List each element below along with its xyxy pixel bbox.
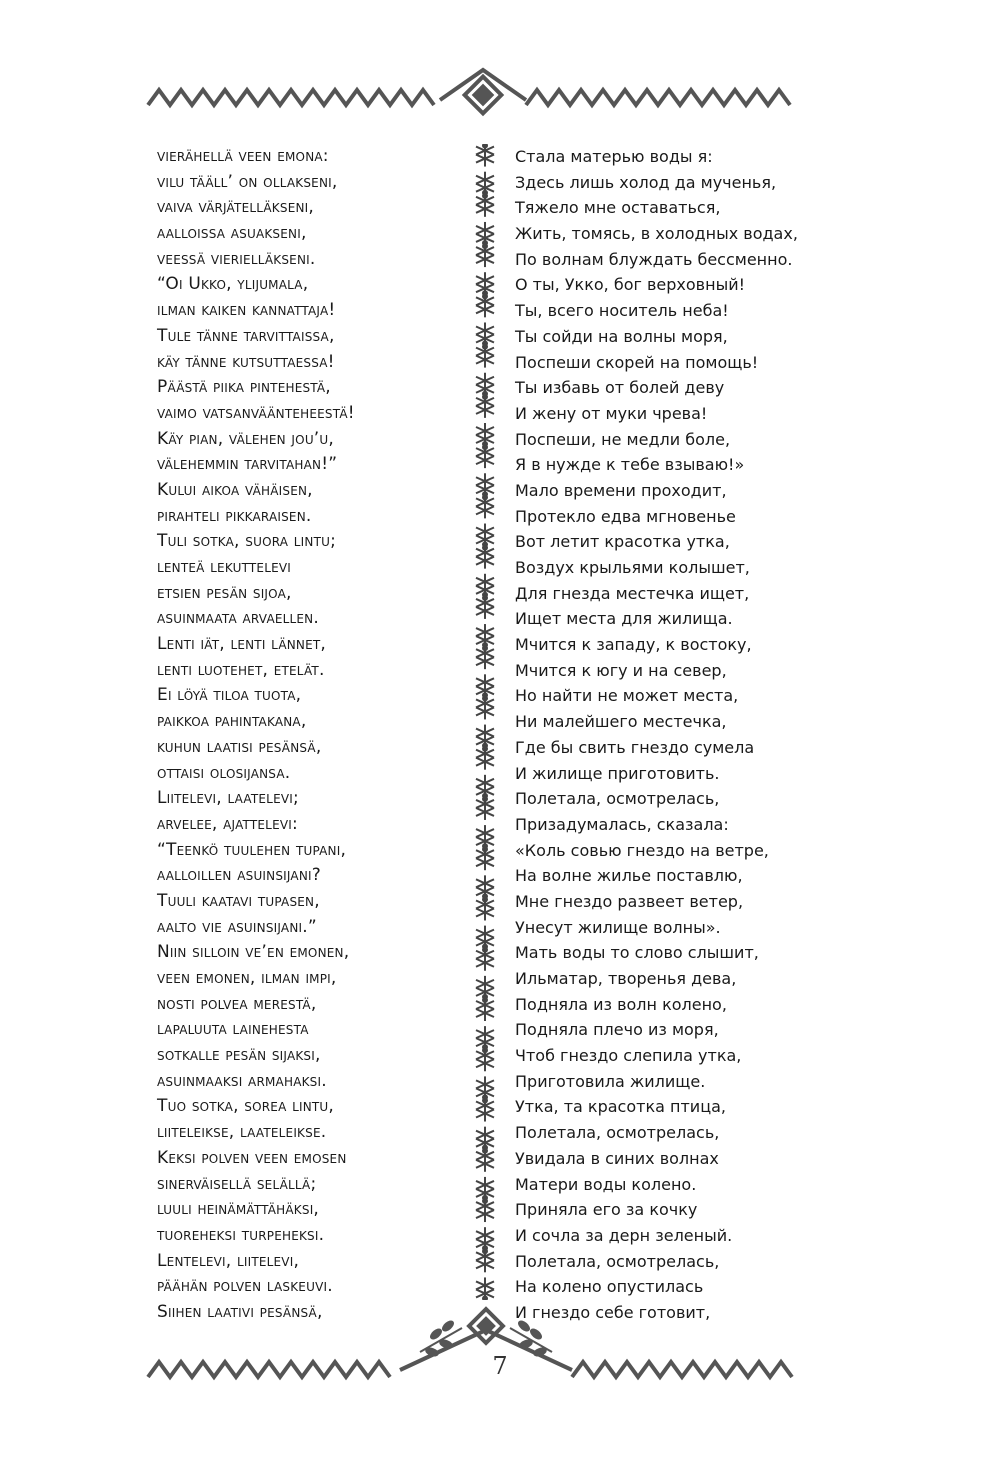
sprig-icon [476,624,494,647]
russian-verse-line: И гнездо себе готовит, [515,1302,711,1322]
finnish-verse-line: “Teenkö tuulehen tupani, [157,839,347,860]
sprig-icon [476,646,494,669]
finnish-verse-line: asuinmaaksi armahaksi. [157,1070,327,1091]
sprig-icon [476,976,494,999]
sprig-icon [476,1177,494,1200]
russian-verse-line: По волнам блуждать бессменно. [515,249,793,269]
russian-verse-line: Мать воды то слово слышит, [515,943,759,963]
sprig-icon [476,294,494,317]
finnish-verse-line: Niin silloin ve’en emonen, [157,942,350,963]
russian-verse-line: Воздух крыльями колышет, [515,558,750,577]
russian-verse-line: Ты избавь от болей деву [515,378,725,398]
finnish-verse-line: päähän polven laskeuvi. [157,1276,333,1297]
sprig-icon [476,395,494,418]
russian-verse-line: На колено опустилась [515,1277,704,1297]
sprig-icon [476,473,494,496]
finnish-verse-line: Käy pian, välehen jou’u, [157,428,334,449]
russian-verse-line: Полетала, осмотрелась, [515,789,720,809]
finnish-verse-line: paikkoa pahintakana, [157,711,307,732]
russian-verse-line: Мне гнездо развеет ветер, [515,891,744,911]
finnish-verse-line: etsien pesän sijoa, [157,582,292,603]
russian-verse-line: Приготовила жилище. [515,1071,706,1091]
russian-verse-line: И жену от муки чрева! [515,403,708,423]
sprig-icon [476,574,494,597]
sprig-icon [476,272,494,295]
russian-verse-line: Чтоб гнездо слепила утка, [515,1046,742,1066]
finnish-verse-line: Siihen laativi pesänsä, [157,1301,323,1322]
finnish-verse-line: aalloissa asuakseni, [157,223,307,244]
finnish-verse-line: Tuuli kaatavi tupasen, [157,890,320,911]
sprig-icon [476,797,494,820]
finnish-verse-line: veen emonen, ilman impi, [157,968,337,988]
finnish-verse-line: sinerväisellä selällä; [157,1173,317,1194]
russian-verse-line: На волне жилье поставлю, [515,866,743,886]
sprig-icon [476,445,494,468]
russian-verse-line: Подняла плечо из моря, [515,1020,719,1040]
sprig-icon [476,948,494,971]
finnish-verse-line: kuhun laatisi pesänsä, [157,736,322,757]
finnish-verse-line: ilman kaiken kannattaja! [157,300,336,321]
finnish-verse-line: nosti polvea merestä, [157,993,317,1014]
russian-verse-line: Для гнезда местечка ищет, [515,583,750,603]
sprig-icon [476,423,494,446]
sprig-icon [476,495,494,518]
sprig-icon [476,725,494,748]
finnish-verse-line: Tuli sotka, suora lintu; [157,531,337,552]
top-zigzag-border-icon [0,60,1000,130]
sprig-icon [476,222,494,245]
russian-verse-line: Но найти не может места, [515,686,739,706]
finnish-verse-line: tuoreheksi turpeheksi. [157,1224,325,1245]
sprig-icon [476,674,494,697]
russian-verse-line: Ты, всего носитель неба! [515,301,729,321]
russian-verse-line: Тяжело мне оставаться, [515,198,721,218]
sprig-icon [476,1099,494,1122]
finnish-verse-line: välehemmin tarvitahan!” [157,454,338,475]
russian-verse-line: Матери воды колено. [515,1174,697,1194]
sprig-icon [476,775,494,798]
russian-verse-line: Утка, та красотка птица, [515,1097,726,1117]
finnish-verse-line: vaimo vatsanväänteheestä! [157,402,355,423]
russian-verse-line: Полетала, осмотрелась, [515,1123,720,1143]
finnish-verse-line: vaiva värjätelläkseni, [157,197,314,218]
sprig-icon [476,926,494,949]
russian-verse-line: Где бы свить гнездо сумела [515,737,755,757]
russian-verse-line: Протекло едва мгновенье [515,506,736,526]
finnish-verse-line: vilu tääll’ on ollakseni, [157,171,338,192]
sprig-icon [476,1199,494,1222]
finnish-verse-line: Ei löyä tiloa tuota, [157,685,302,706]
sprig-icon [476,1076,494,1099]
finnish-verse-line: Päästä piika pintehestä, [157,377,331,398]
finnish-verse-line: liiteleikse, laateleikse. [157,1122,327,1143]
finnish-verse-line: lenti luotehet, etelät. [157,659,325,680]
russian-verse-line: «Коль совью гнездо на ветре, [515,840,769,860]
sprig-icon [476,1227,494,1250]
sprig-icon [476,1048,494,1071]
russian-verse-line: Мчится к югу и на север, [515,660,727,680]
finnish-verse-line: Liitelevi, laatelevi; [157,788,299,809]
finnish-verse-line: asuinmaata arvaellen. [157,608,319,629]
page-number: 7 [492,1352,508,1380]
finnish-verse-line: luuli heinämättähäksi, [157,1199,320,1220]
russian-verse-line: Я в нужде к тебе взываю!» [515,455,745,475]
finnish-verse-line: ottaisi olosijansa. [157,762,291,783]
russian-verse-line: Призадумалась, сказала: [515,814,729,834]
sprig-icon [476,345,494,368]
finnish-verse-line: Tule tänne tarvittaissa, [157,325,335,346]
sprig-icon [476,322,494,345]
russian-verse-line: Ильматар, творенья дева, [515,969,737,988]
russian-verse-line: Поспеши скорей на помощь! [515,352,759,372]
finnish-verse-line: Kului aikoa vähäisen, [157,479,313,500]
sprig-icon [476,373,494,396]
finnish-verse-line: vierähellä veen emona: [157,146,329,166]
sprig-icon [476,1127,494,1150]
russian-verse-line: Полетала, осмотрелась, [515,1251,720,1271]
russian-verse-line: Поспеши, не медли боле, [515,429,731,449]
sprig-icon [476,524,494,547]
sprig-icon [476,546,494,569]
russian-verse-line: И жилище приготовить. [515,763,720,783]
russian-verse-line: Стала матерью воды я: [515,147,713,166]
sprig-icon [476,696,494,719]
russian-verse-line: Унесут жилище волны». [515,917,721,937]
finnish-verse-line: Tuo sotka, sorea lintu, [157,1096,334,1117]
finnish-verse-line: Keksi polven veen emosen [157,1147,347,1168]
finnish-verse-line: pirahteli pikkaraisen. [157,505,312,526]
finnish-verse-line: aalto vie asuinsijani.” [157,916,317,937]
sprig-icon [476,875,494,898]
sprig-icon [476,1249,494,1272]
russian-verse-line: Ты сойди на волны моря, [515,326,728,346]
finnish-verse-line: Lenti iät, lenti lännet, [157,634,327,655]
finnish-verse-line: Lentelevi, liitelevi, [157,1250,300,1271]
sprig-icon [476,897,494,920]
finnish-verse-line: veessä vierielläkseni. [157,248,316,269]
finnish-verse-line: arvelee, ajattelevi: [157,813,298,834]
sprig-divider [465,144,505,1300]
russian-verse-line: Здесь лишь холод да мученья, [515,172,777,192]
finnish-verse-line: sotkalle pesän sijaksi, [157,1045,321,1066]
sprig-icon [476,244,494,267]
russian-verse-line: Вот летит красотка утка, [515,532,730,552]
sprig-icon [476,747,494,770]
russian-verse-line: Мчится к западу, к востоку, [515,635,752,655]
sprig-icon [476,825,494,848]
sprig-icon [476,144,494,167]
finnish-verse-line: “Oi Ukko, ylijumala, [157,274,309,295]
russian-verse-column [515,144,845,1326]
sprig-icon [476,194,494,217]
sprig-icon [476,847,494,870]
sprig-icon [476,596,494,619]
sprig-icon [476,1026,494,1049]
finnish-verse-line: lapaluuta lainehesta [157,1019,309,1040]
sprig-icon [476,1277,494,1300]
finnish-verse-line: aalloillen asuinsijani? [157,865,321,886]
russian-verse-line: Увидала в синих волнах [515,1148,719,1168]
finnish-verse-line: käy tänne kutsuttaessa! [157,351,335,372]
russian-verse-line: И сочла за дерн зеленый. [515,1225,733,1245]
russian-verse-line: Ни малейшего местечка, [515,712,727,732]
russian-verse-line: Мало времени проходит, [515,480,727,500]
russian-verse-line: О ты, Укко, бог верховный! [515,275,746,295]
finnish-verse-line: lentеä lekuttelevi [157,557,292,577]
russian-verse-line: Приняла его за кочку [515,1200,698,1220]
sprig-icon [476,1149,494,1172]
sprig-icon [476,172,494,195]
russian-verse-line: Жить, томясь, в холодных водах, [515,224,798,244]
russian-verse-line: Подняла из волн колено, [515,994,727,1014]
finnish-verse-column [157,144,457,1326]
sprig-icon [476,998,494,1021]
russian-verse-line: Ищет места для жилища. [515,609,733,629]
